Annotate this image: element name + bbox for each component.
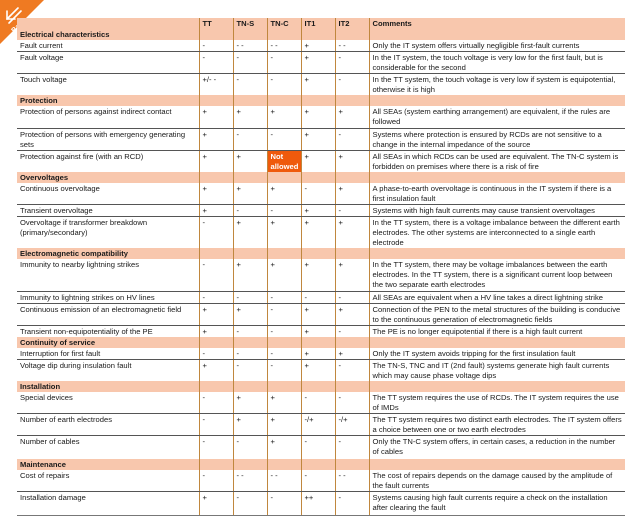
cell-it2: - [335,291,369,303]
cell-it2: - [335,359,369,381]
row-comment: In the TT system, there may be voltage imbalances between the earth electrodes. In the TT system, there is a significant current loop between the two separate earth electrodes [369,259,625,291]
cell-tn-c: + [267,217,301,249]
row-label: Fault voltage [17,52,199,74]
row-comment: Systems with high fault currents may cause transient overvoltages [369,205,625,217]
section-title: Installation [17,381,199,392]
row-comment: The TN-S, TNC and IT (2nd fault) systems generate high fault currents which may cause phase voltage dips [369,359,625,381]
cell-it2: + [335,303,369,325]
section-spacer [233,381,267,392]
cell-it2: -/+ [335,414,369,436]
table-row [17,303,625,325]
row-label: Number of cables [20,437,80,446]
cell-tt: - [199,40,233,52]
table-row [17,414,625,436]
row-label: Protection of persons against indirect contact [17,106,199,128]
section-spacer [369,381,625,392]
cell-tn-s: - [233,291,267,303]
row-label: Touch voltage [20,75,67,84]
cell-tn-s: - [233,492,267,516]
cell-tt: - [199,414,233,436]
cell-it1: - [301,183,335,205]
row-label: Fault current [17,40,199,52]
row-comment: Systems causing high fault currents require a check on the installation after clearing the fault [369,492,625,516]
table-row [17,492,625,516]
section-title: Electrical characteristics [17,29,199,40]
section-header-row [17,29,625,40]
cell-it2: + [335,150,369,172]
section-spacer [199,381,233,392]
row-comment: In the IT system, the touch voltage is very low for the first fault, but is considerable for the second [369,52,625,74]
cell-tn-s: + [233,303,267,325]
section-spacer [301,95,335,106]
table-row [17,348,625,360]
row-comment: The TT system requires the use of RCDs. The IT system requires the use of IMDs [369,392,625,414]
section-title: Maintenance [17,459,199,470]
section-header-row [17,381,625,392]
header-row [17,18,625,29]
cell-it1: - [301,291,335,303]
cell-tt: - [199,470,233,492]
section-spacer [233,337,267,348]
row-label: Protection against fire (with an RCD) [20,151,144,161]
section-spacer [301,248,335,259]
header-it2: IT2 [335,18,369,29]
section-spacer [199,29,233,40]
cell-tt: - [199,52,233,74]
cell-tn-s: + [233,183,267,205]
cell-tn-s: + [233,259,267,291]
section-spacer [369,29,625,40]
section-spacer [267,381,301,392]
cell-tn-s: - - [233,40,267,52]
cell-tn-c: - [267,492,301,516]
cell-it1: ++ [301,492,335,516]
cell-tn-s: + [233,392,267,414]
header-it1: IT1 [301,18,335,29]
table-row [17,150,625,172]
cell-tt: + [199,183,233,205]
cell-tn-c: + [267,436,301,459]
section-header-row [17,337,625,348]
cell-it2: + [335,348,369,360]
cell-tn-s: - [233,74,267,96]
cell-tn-s: + [233,106,267,128]
cell-tn-s: - [233,128,267,150]
section-spacer [199,95,233,106]
row-comment: The PE is no longer equipotential if there is a high fault current [369,325,625,337]
section-spacer [301,29,335,40]
table-row [17,106,625,128]
section-spacer [267,248,301,259]
header-comments: Comments [369,18,625,29]
cell-it1: + [301,348,335,360]
cell-it1: + [301,150,335,172]
row-label: Transient non-equipotentiality of the PE [20,326,153,336]
cell-tt: + [199,150,233,172]
cell-it1: + [301,325,335,337]
section-spacer [233,172,267,183]
row-comment: The TT system requires two distinct earth electrodes. The IT system offers a choice between one or two earth electrodes [369,414,625,436]
cell-it2: - [335,392,369,414]
section-spacer [301,381,335,392]
table-body [17,29,625,516]
cell-tt: + [199,303,233,325]
cell-tn-c: + [267,392,301,414]
cell-it1: -/+ [301,414,335,436]
cell-tt: - [199,436,233,459]
row-comment: All SEAs (system earthing arrangement) are equivalent, if the rules are followed [369,106,625,128]
section-spacer [233,248,267,259]
section-spacer [267,459,301,470]
section-spacer [335,248,369,259]
table-row [17,325,625,337]
section-spacer [199,248,233,259]
cell-it1: - [301,392,335,414]
row-comment: All SEAs are equivalent when a HV line takes a direct lightning strike [369,291,625,303]
section-title: Overvoltages [17,172,199,183]
table-row [17,52,625,74]
section-spacer [301,172,335,183]
section-spacer [335,459,369,470]
cell-tn-c: - [267,348,301,360]
section-spacer [267,29,301,40]
cell-it1: + [301,205,335,217]
cell-it1: + [301,106,335,128]
cell-it1: + [301,359,335,381]
cell-tn-s: - [233,205,267,217]
cell-it1: - [301,436,335,459]
section-spacer [335,381,369,392]
row-label: Continuous emission of an electromagnetic field [17,303,199,325]
section-title: Protection [17,95,199,106]
cell-tn-c: + [267,414,301,436]
section-spacer [267,172,301,183]
table-row [17,128,625,150]
section-header-row [17,459,625,470]
table-row [17,217,625,249]
row-label: Special devices [17,392,199,414]
cell-it2: - [335,205,369,217]
cell-tt: + [199,128,233,150]
section-spacer [267,95,301,106]
row-comment: All SEAs in which RCDs can be used are equivalent. The TN-C system is forbidden on premises where there is a risk of fire [369,150,625,172]
table-row [17,470,625,492]
section-spacer [369,248,625,259]
row-comment: A phase-to-earth overvoltage is continuous in the IT system if there is a first insulation fault [369,183,625,205]
cell-it2: - [335,74,369,96]
cell-tt: + [199,205,233,217]
cell-tn-c: - - [267,40,301,52]
cell-it1: + [301,74,335,96]
cell-it2: - - [335,40,369,52]
section-spacer [199,337,233,348]
cell-it2: - [335,52,369,74]
row-label: Immunity to lightning strikes on HV lines [17,291,199,303]
row-label: Protection of persons with emergency generating sets [17,128,199,150]
cell-tt: + [199,359,233,381]
cell-tt: - [199,392,233,414]
table-row [17,436,625,459]
cell-it1: + [301,259,335,291]
cell-tn-c: - - [267,470,301,492]
cell-it2: - [335,436,369,459]
cell-it2: - [335,128,369,150]
row-comment: Systems where protection is ensured by RCDs are not sensitive to a change in the internal impedance of the source [369,128,625,150]
section-spacer [233,95,267,106]
cell-it2: + [335,106,369,128]
row-comment: The cost of repairs depends on the damage caused by the amplitude of the fault currents [369,470,625,492]
row-label: Interruption for first fault [17,348,199,360]
row-label: Immunity to nearby lightning strikes [17,259,199,291]
cell-tn-c: - [267,52,301,74]
cell-it1: - [301,470,335,492]
cell-tn-s: - [233,359,267,381]
cell-tn-s: - [233,436,267,459]
row-label: Voltage dip during insulation fault [20,360,132,370]
section-spacer [369,172,625,183]
cell-tn-c-not-allowed-badge: Not allowed [267,150,301,172]
cell-it2: - [335,492,369,516]
table-row [17,205,625,217]
cell-tn-s: - [233,52,267,74]
cell-tt: + [199,325,233,337]
seas-comparison-table [17,18,625,516]
cell-tt: - [199,348,233,360]
cell-it2: + [335,183,369,205]
cell-tt: + [199,492,233,516]
cell-tt: + [199,106,233,128]
section-spacer [369,95,625,106]
section-spacer [233,459,267,470]
row-label: Overvoltage if transformer breakdown (primary/secondary) [20,218,148,237]
section-header-row [17,95,625,106]
row-comment: Connection of the PEN to the metal structures of the building is conducive to the continuous generation of electromagnetic fields [369,303,625,325]
cell-tn-s: - [233,325,267,337]
header-blank [17,18,199,29]
row-label: Installation damage [17,492,199,516]
section-header-row [17,248,625,259]
section-spacer [233,29,267,40]
section-spacer [267,337,301,348]
cell-tn-c: - [267,128,301,150]
row-comment: Only the IT system avoids tripping for the first insulation fault [369,348,625,360]
cell-it1: + [301,303,335,325]
table-row [17,392,625,414]
cell-it1: + [301,52,335,74]
section-title: Electromagnetic compatibility [17,248,199,259]
section-spacer [369,459,625,470]
cell-tn-c: - [267,303,301,325]
header-tn-s: TN-S [233,18,267,29]
cell-tt: - [199,217,233,249]
cell-tn-s: + [233,217,267,249]
cell-it2: + [335,259,369,291]
cell-tt: - [199,291,233,303]
row-label: Transient overvoltage [17,205,199,217]
header-tt: TT [199,18,233,29]
cell-tn-s: - [233,348,267,360]
row-label: Number of earth electrodes [17,414,199,436]
section-spacer [301,459,335,470]
section-spacer [335,95,369,106]
table-row [17,40,625,52]
table-row [17,291,625,303]
row-comment: Only the TN-C system offers, in certain cases, a reduction in the number of cables [369,436,625,459]
cell-tn-c: - [267,74,301,96]
section-spacer [301,337,335,348]
cell-tn-c: - [267,205,301,217]
table-row [17,74,625,96]
cell-tn-c: - [267,325,301,337]
cell-tn-c: + [267,183,301,205]
cell-tn-c: + [267,106,301,128]
section-spacer [335,29,369,40]
cell-tn-c: + [267,259,301,291]
cell-tt: +/- - [199,74,233,96]
section-spacer [369,337,625,348]
cell-it1: + [301,40,335,52]
table-row [17,183,625,205]
row-comment: In the TT system, there is a voltage imbalance between the different earth electrodes. The other systems are interconnected to a single earth electrode [369,217,625,249]
section-header-row [17,172,625,183]
section-spacer [199,459,233,470]
section-title: Continuity of service [17,337,199,348]
cell-tn-c: - [267,291,301,303]
cell-tn-s: + [233,150,267,172]
cell-it2: - - [335,470,369,492]
row-comment: Only the IT system offers virtually negligible first-fault currents [369,40,625,52]
row-label: Cost of repairs [17,470,199,492]
section-spacer [335,172,369,183]
row-comment: In the TT system, the touch voltage is very low if system is equipotential, otherwise it is high [369,74,625,96]
cell-tn-c: - [267,359,301,381]
cell-it1: + [301,128,335,150]
table-row [17,359,625,381]
section-spacer [199,172,233,183]
row-label: Continuous overvoltage [17,183,199,205]
section-spacer [335,337,369,348]
cell-it2: - [335,325,369,337]
cell-tn-s: + [233,414,267,436]
cell-tt: - [199,259,233,291]
cell-tn-s: - - [233,470,267,492]
cell-it2: + [335,217,369,249]
table-row [17,259,625,291]
header-tn-c: TN-C [267,18,301,29]
cell-it1: + [301,217,335,249]
